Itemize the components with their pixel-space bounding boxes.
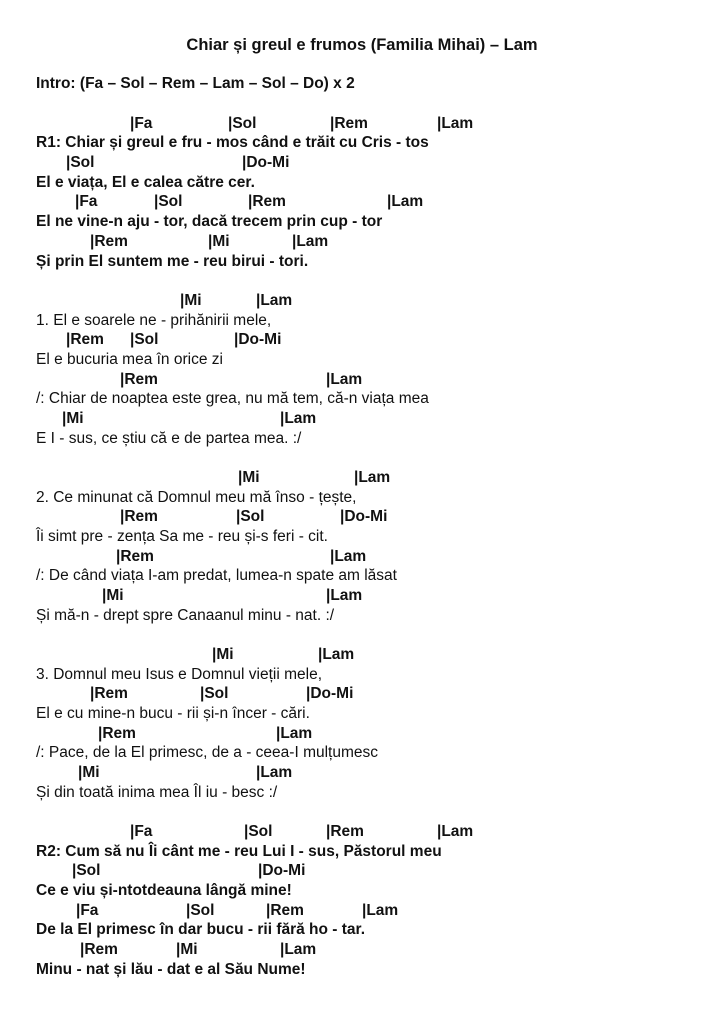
chord: |Sol: [236, 508, 265, 525]
chord: |Rem: [98, 725, 136, 742]
chord: |Lam: [437, 115, 474, 132]
verse3-lyric-2: El e cu mine-n bucu - rii și-n încer - cări.: [36, 705, 310, 722]
refrain1-lyric-1: R1: Chiar și greul e fru - mos când e trăit cu Cris - tos: [36, 134, 429, 151]
chord: |Lam: [280, 410, 317, 427]
chord: |Rem: [90, 685, 128, 702]
chord: |Rem: [326, 823, 364, 840]
refrain2-chords-2: [0, 861, 306, 881]
verse3-lyric-4: Și din toată inima mea Îl iu - besc :/: [36, 784, 278, 801]
verse1-lyric-4: E I - sus, ce știu că e de partea mea. :/: [36, 430, 302, 447]
chord: |Sol: [154, 193, 183, 210]
chord: |Rem: [248, 193, 286, 210]
chord: |Do-Mi: [306, 685, 354, 702]
verse2-lyric-2: Îi simt pre - zența Sa me - reu și-s feri - cit.: [36, 528, 328, 545]
chord: |Rem: [330, 115, 368, 132]
refrain1-lyric-3: El ne vine-n aju - tor, dacă trecem prin cup - tor: [36, 213, 383, 230]
chord: |Rem: [66, 331, 104, 348]
chord: |Mi: [212, 646, 234, 663]
verse3-chords-4: [0, 763, 293, 783]
chord: |Fa: [75, 193, 98, 210]
chord: |Lam: [330, 548, 367, 565]
verse3-chords-2: [0, 684, 354, 704]
chord: |Lam: [318, 646, 355, 663]
refrain2-lyric-4: Minu - nat și lău - dat e al Său Nume!: [36, 961, 306, 978]
verse3-lyric-1: 3. Domnul meu Isus e Domnul vieții mele,: [36, 666, 323, 683]
chord: |Sol: [72, 862, 101, 879]
chord: |Sol: [130, 331, 159, 348]
chord: |Lam: [326, 371, 363, 388]
chord: |Fa: [130, 823, 153, 840]
chord: |Lam: [256, 292, 293, 309]
chord: |Lam: [276, 725, 313, 742]
chord: |Lam: [387, 193, 424, 210]
verse2-lyric-3: /: De când viața I-am predat, lumea-n spate am lăsat: [36, 567, 397, 584]
chord: |Rem: [90, 233, 128, 250]
chord: |Rem: [80, 941, 118, 958]
verse1-chords-2: [0, 330, 282, 350]
chord: |Lam: [256, 764, 293, 781]
refrain2-chords-4: [0, 940, 317, 960]
chord: |Do-Mi: [340, 508, 388, 525]
verse2-chords-1: [0, 468, 391, 488]
refrain1-chords-2: [0, 153, 290, 173]
chord: |Fa: [130, 115, 153, 132]
refrain1-chords-4: [0, 232, 329, 252]
chord: |Sol: [66, 154, 95, 171]
song-title: Chiar și greul e frumos (Familia Mihai) – Lam: [186, 36, 538, 54]
refrain2-lyric-2: Ce e viu și-ntotdeauna lângă mine!: [36, 882, 292, 899]
chord: |Lam: [326, 587, 363, 604]
chord: |Mi: [102, 587, 124, 604]
refrain2-lyric-3: De la El primesc în dar bucu - rii fără ho - tar.: [36, 921, 366, 938]
chord: |Lam: [292, 233, 329, 250]
chord: |Fa: [76, 902, 99, 919]
verse3-chords-3: [0, 724, 313, 744]
verse3-chords-1: [0, 645, 355, 665]
chord: |Lam: [280, 941, 317, 958]
chord: |Mi: [238, 469, 260, 486]
verse2-chords-2: [0, 507, 388, 527]
refrain2-chords-3: [0, 901, 399, 921]
refrain1-lyric-2: El e viața, El e calea către cer.: [36, 174, 255, 191]
chord: |Lam: [437, 823, 474, 840]
verse2-lyric-1: 2. Ce minunat că Domnul meu mă înso - țește,: [36, 489, 357, 506]
chord: |Rem: [266, 902, 304, 919]
verse2-lyric-4: Și mă-n - drept spre Canaanul minu - nat. :/: [36, 607, 335, 624]
chord: |Do-Mi: [242, 154, 290, 171]
chord: |Sol: [186, 902, 215, 919]
verse3-lyric-3: /: Pace, de la El primesc, de a - ceea-I mulțumesc: [36, 744, 378, 761]
verse1-chords-4: [0, 409, 317, 429]
chord: |Mi: [176, 941, 198, 958]
refrain2-lyric-1: R2: Cum să nu Îi cânt me - reu Lui I - sus, Păstorul meu: [36, 843, 442, 860]
chord: |Rem: [120, 508, 158, 525]
verse1-lyric-2: El e bucuria mea în orice zi: [36, 351, 223, 368]
refrain1-chords-1: [0, 114, 474, 134]
chord: |Mi: [180, 292, 202, 309]
verse2-chords-3: [0, 547, 367, 567]
refrain1-chords-3: [0, 192, 424, 212]
chord: |Lam: [362, 902, 399, 919]
refrain2-chords-1: [0, 822, 474, 842]
chord: |Mi: [78, 764, 100, 781]
verse1-chords-1: [0, 291, 293, 311]
chord: |Sol: [244, 823, 273, 840]
verse1-chords-3: [0, 370, 363, 390]
verse2-chords-4: [0, 586, 363, 606]
chord: |Do-Mi: [234, 331, 282, 348]
chord: |Rem: [120, 371, 158, 388]
chord: |Lam: [354, 469, 391, 486]
verse1-lyric-1: 1. El e soarele ne - prihănirii mele,: [36, 312, 272, 329]
chord: |Rem: [116, 548, 154, 565]
chord: |Sol: [228, 115, 257, 132]
refrain1-lyric-4: Și prin El suntem me - reu birui - tori.: [36, 253, 309, 270]
intro-line: Intro: (Fa – Sol – Rem – Lam – Sol – Do) x 2: [36, 75, 355, 92]
chord: |Mi: [62, 410, 84, 427]
chord: |Do-Mi: [258, 862, 306, 879]
chord: |Sol: [200, 685, 229, 702]
verse1-lyric-3: /: Chiar de noaptea este grea, nu mă tem, că-n viața mea: [36, 390, 429, 407]
chord: |Mi: [208, 233, 230, 250]
